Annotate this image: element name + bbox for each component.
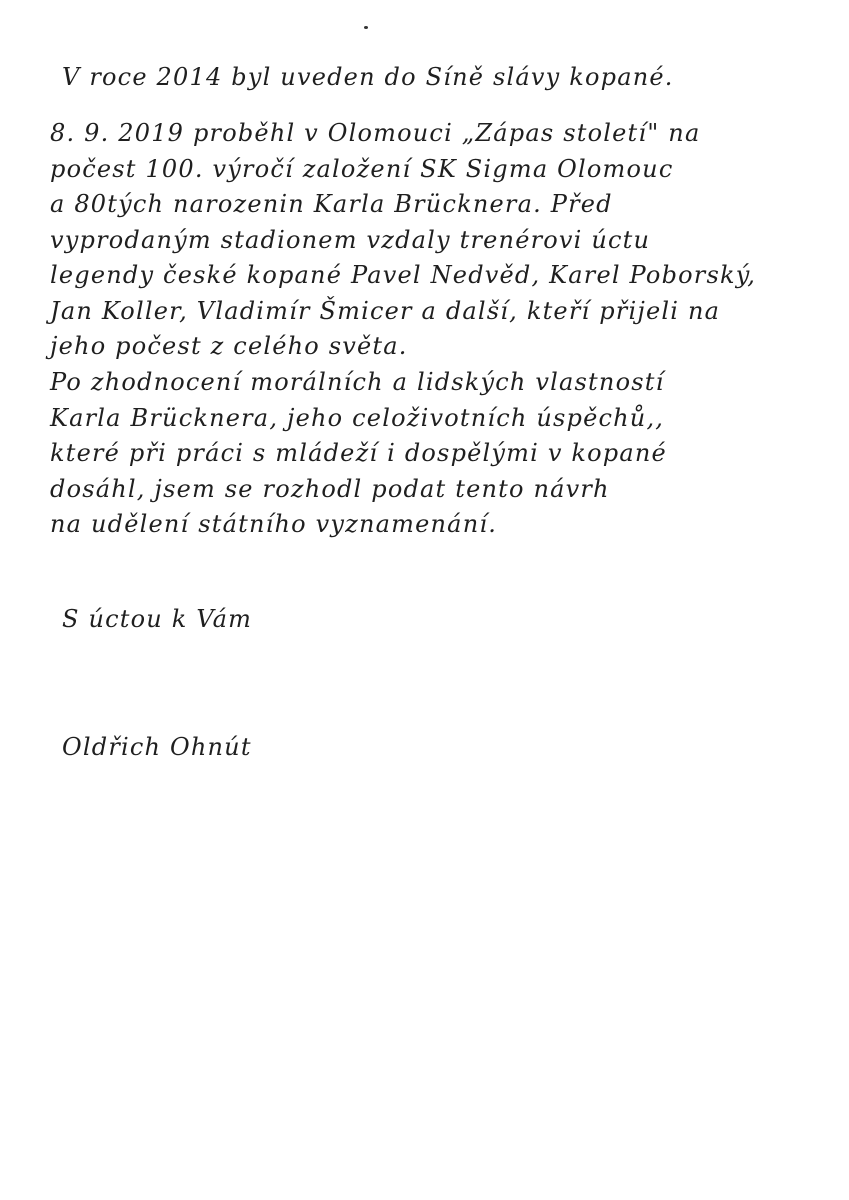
paragraph-hall-of-fame — [62, 60, 674, 96]
signature-name: Oldřich Ohnút — [62, 733, 252, 761]
text-line: a 80tých narozenin Karla Brücknera. Před — [50, 190, 613, 218]
text-line: V roce 2014 byl uveden do Síně slávy kopané. — [62, 63, 674, 91]
signature — [62, 730, 252, 766]
text-line: počest 100. výročí založení SK Sigma Olomouc — [50, 154, 674, 183]
text-line: Jan Koller, Vladimír Šmicer a další, kteří přijeli na — [50, 296, 721, 325]
paragraph-match-of-century — [50, 116, 756, 365]
text-line: legendy české kopané Pavel Nedvěd, Karel Poborský, — [50, 261, 757, 289]
text-line: které při práci s mládeží i dospělými v kopané — [50, 439, 667, 467]
text-line: Po zhodnocení morálních a lidských vlastností — [50, 368, 665, 396]
text-line: 8. 9. 2019 proběhl v Olomouci „Zápas století" na — [50, 119, 701, 147]
paragraph-nomination — [50, 365, 667, 543]
text-line: vyprodaným stadionem vzdaly trenérovi úctu — [50, 225, 651, 254]
closing-greeting — [62, 602, 252, 638]
text-line: dosáhl, jsem se rozhodl podat tento návrh — [50, 474, 610, 503]
greeting-text: S úctou k Vám — [62, 605, 253, 633]
text-line: Karla Brücknera, jeho celoživotních úspěchů,, — [50, 403, 665, 432]
text-line: jeho počest z celého světa. — [50, 332, 408, 360]
paper-speck — [364, 26, 368, 29]
text-line: na udělení státního vyznamenání. — [50, 510, 498, 538]
